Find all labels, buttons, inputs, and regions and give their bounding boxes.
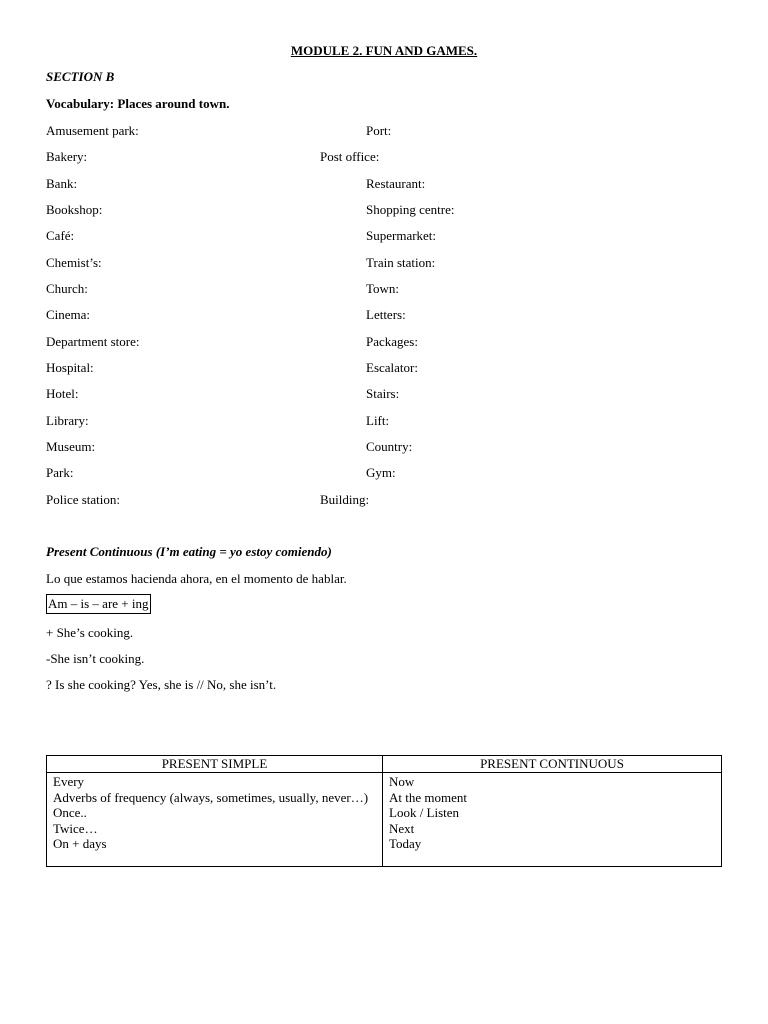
list-item: At the moment <box>389 789 467 805</box>
vocabulary-heading: Vocabulary: Places around town. <box>46 96 230 111</box>
list-item: Now <box>389 774 415 789</box>
grammar-heading: Present Continuous (I’m eating = yo estoy comiendo) <box>46 544 332 559</box>
vocab-item: Stairs: <box>366 386 400 401</box>
vocab-item: Park: <box>46 465 74 480</box>
vocab-item: Supermarket: <box>366 228 437 243</box>
vocab-item: Hotel: <box>46 386 79 401</box>
vocab-item: Packages: <box>366 334 418 349</box>
vocab-item: Library: <box>46 413 89 428</box>
present-simple-cell <box>47 773 383 867</box>
vocab-item: Town: <box>366 281 400 296</box>
vocab-item: Building: <box>320 492 370 507</box>
vocab-item: Post office: <box>320 149 380 164</box>
grammar-description: Lo que estamos hacienda ahora, en el momento de hablar. <box>46 571 347 586</box>
table-row <box>47 773 722 867</box>
grammar-formula: Am – is – are + ing <box>46 594 151 614</box>
list-item: Twice… <box>53 820 98 836</box>
vocab-item: Hospital: <box>46 360 94 375</box>
vocab-item: Escalator: <box>366 360 418 375</box>
vocab-item: Amusement park: <box>46 123 139 138</box>
vocab-item: Train station: <box>366 255 436 270</box>
vocab-item: Department store: <box>46 334 140 349</box>
vocab-item: Cinema: <box>46 307 91 322</box>
vocab-item: Bookshop: <box>46 202 103 217</box>
vocab-item: Restaurant: <box>366 176 426 191</box>
page-title: MODULE 2. FUN AND GAMES. <box>290 43 478 58</box>
vocab-item: Church: <box>46 281 88 296</box>
vocab-item: Port: <box>366 123 392 138</box>
vocab-item: Letters: <box>366 307 406 322</box>
vocab-item: Police station: <box>46 492 121 507</box>
table-header-row <box>47 756 722 773</box>
list-item: Look / Listen <box>389 805 460 820</box>
vocab-item: Country: <box>366 439 413 454</box>
list-item: Today <box>389 836 422 851</box>
vocab-item: Chemist’s: <box>46 255 102 270</box>
list-item: Adverbs of frequency (always, sometimes, usually, never…) <box>53 789 369 805</box>
vocab-item: Museum: <box>46 439 96 454</box>
vocab-item: Shopping centre: <box>366 202 455 217</box>
vocab-item: Bakery: <box>46 149 88 164</box>
formula-box-wrapper <box>46 597 151 610</box>
comparison-table <box>46 755 722 867</box>
vocab-item: Café: <box>46 228 75 243</box>
table-header: PRESENT CONTINUOUS <box>383 756 722 773</box>
present-continuous-cell <box>383 773 722 867</box>
vocab-item: Gym: <box>366 465 396 480</box>
example-positive: + She’s cooking. <box>46 625 134 640</box>
list-item: Once.. <box>53 805 87 820</box>
vocab-item: Lift: <box>366 413 390 428</box>
vocab-item: Bank: <box>46 176 78 191</box>
list-item: Next <box>389 820 415 836</box>
list-item: Every <box>53 774 85 789</box>
example-negative: -She isn’t cooking. <box>46 651 145 666</box>
section-heading: SECTION B <box>46 69 115 84</box>
example-question: ? Is she cooking? Yes, she is // No, she isn’t. <box>46 677 277 692</box>
table-header: PRESENT SIMPLE <box>47 756 383 773</box>
list-item: On + days <box>53 836 107 851</box>
